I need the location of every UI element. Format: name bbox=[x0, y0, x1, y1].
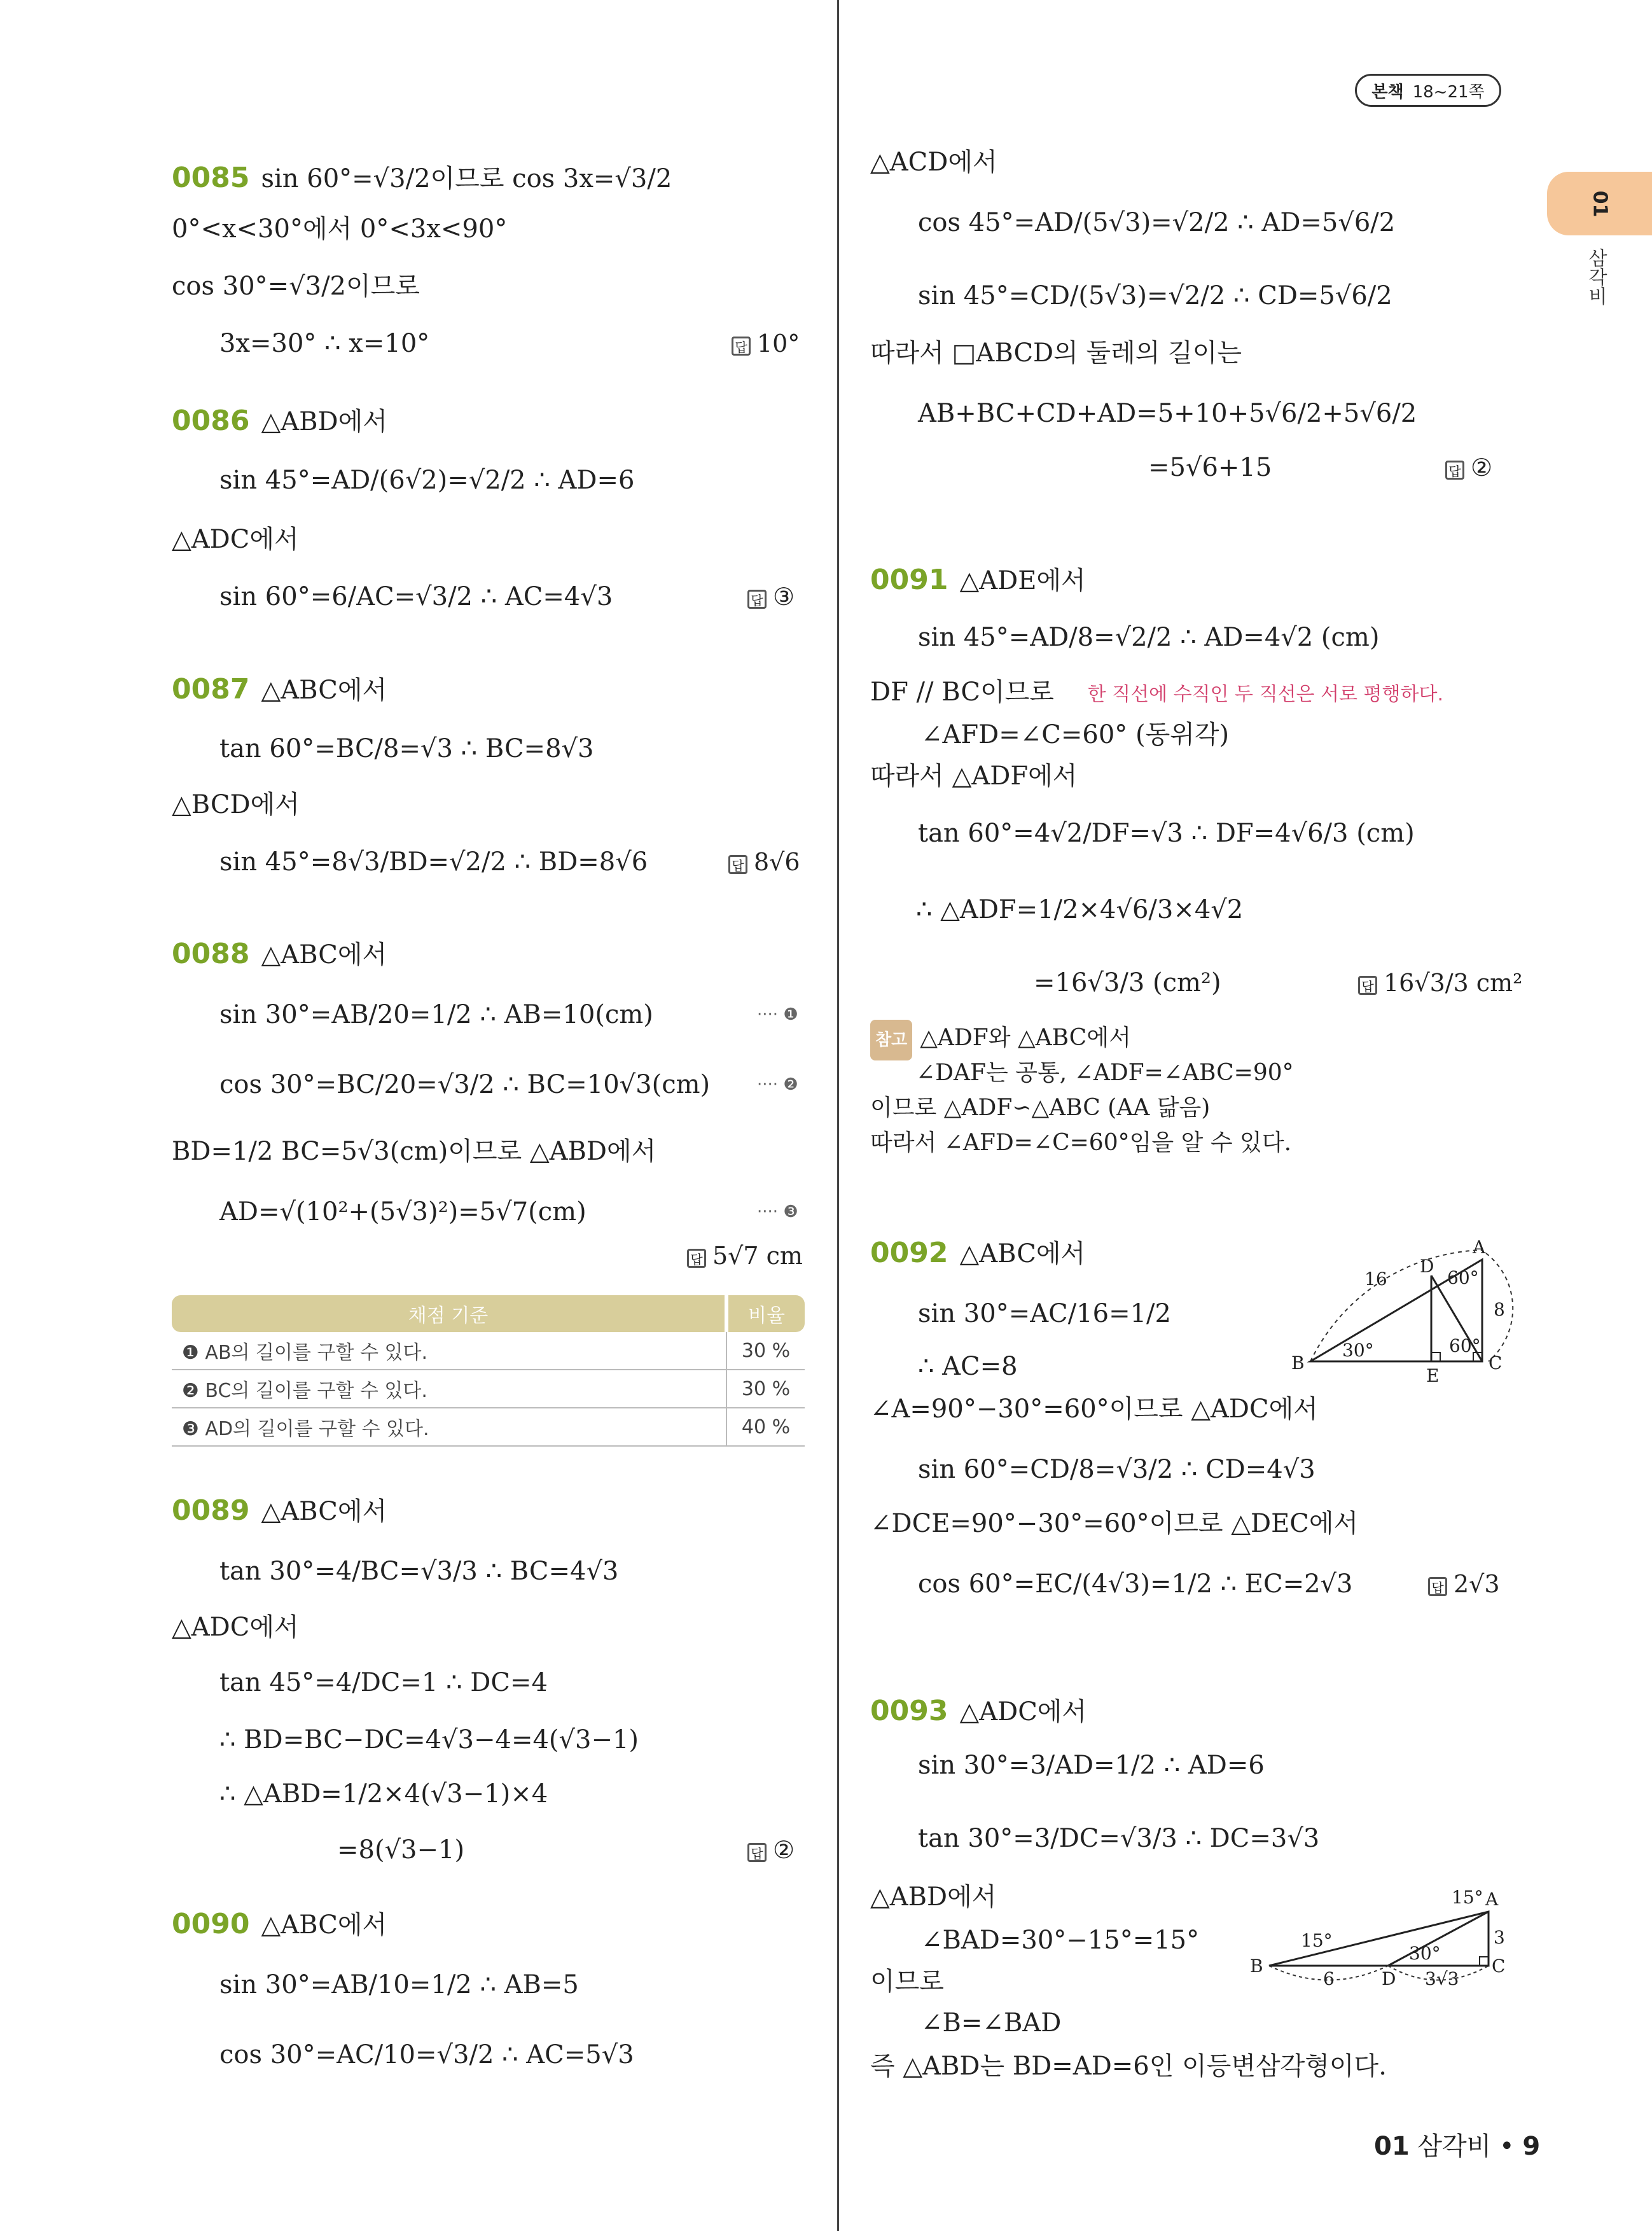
solution-line: ∠AFD=∠C=60° (동위각) bbox=[921, 720, 1230, 749]
answer-value: 5√7 cm bbox=[712, 1242, 803, 1270]
angle-label-30: 30° bbox=[1409, 1943, 1441, 1964]
chapter-tab bbox=[1547, 172, 1652, 235]
solution-line: ∠DCE=90°−30°=60°이므로 △DEC에서 bbox=[870, 1509, 1359, 1538]
chapter-title-side: 삼각비 bbox=[1585, 248, 1607, 305]
ratio-header: 비율 bbox=[726, 1295, 805, 1332]
solution-line: ∴ △ADF=1/2×4√6/3×4√2 bbox=[916, 895, 1244, 924]
answer-value: ② bbox=[773, 1836, 795, 1864]
solution-line: tan 60°=BC/8=√3 ∴ BC=8√3 bbox=[219, 734, 594, 763]
solution-line: △ADC에서 bbox=[172, 1613, 299, 1642]
solution-line: sin 45°=AD/8=√2/2 ∴ AD=4√2 (cm) bbox=[918, 623, 1380, 652]
solution-line: sin 45°=8√3/BD=√2/2 ∴ BD=8√6 bbox=[219, 847, 648, 877]
problem-number: 0087 bbox=[172, 673, 250, 705]
reference-line: △ADF와 △ABC에서 bbox=[920, 1025, 1131, 1051]
answer-value: ② bbox=[1471, 454, 1493, 482]
solution-line: tan 45°=4/DC=1 ∴ DC=4 bbox=[219, 1668, 548, 1697]
solution-line: sin 45°=CD/(5√3)=√2/2 ∴ CD=5√6/2 bbox=[918, 281, 1392, 310]
solution-line: AD=√(10²+(5√3)²)=5√7(cm) bbox=[219, 1197, 587, 1227]
scoring-criteria-table bbox=[172, 1295, 805, 1447]
solution-line: △BCD에서 bbox=[172, 790, 300, 819]
page-number: 9 bbox=[1522, 2132, 1541, 2161]
solution-line: tan 30°=4/BC=√3/3 ∴ BC=4√3 bbox=[219, 1557, 619, 1586]
answer-icon: 답 bbox=[747, 1843, 767, 1862]
solution-line: △ABC에서 bbox=[261, 940, 387, 970]
solution-line: △ADC에서 bbox=[172, 525, 299, 554]
solution-line: 0°<x<30°에서 0°<3x<90° bbox=[172, 214, 508, 244]
length-label-16: 16 bbox=[1364, 1268, 1387, 1289]
vertex-label-d: D bbox=[1420, 1256, 1434, 1277]
solution-line: AB+BC+CD+AD=5+10+5√6/2+5√6/2 bbox=[918, 399, 1417, 428]
footer-chapter: 01 bbox=[1374, 2132, 1410, 2161]
solution-line: ∠B=∠BAD bbox=[921, 2008, 1062, 2038]
vertex-label-b: B bbox=[1250, 1956, 1263, 1977]
reference-line: ∠DAF는 공통, ∠ADF=∠ABC=90° bbox=[916, 1060, 1294, 1086]
solution-line: sin 30°=AC/16=1/2 bbox=[918, 1299, 1171, 1328]
solution-line: ∠A=90°−30°=60°이므로 △ADC에서 bbox=[870, 1394, 1318, 1424]
solution-line: △ABD에서 bbox=[261, 407, 387, 436]
problem-number: 0093 bbox=[870, 1695, 948, 1727]
vertex-label-b: B bbox=[1291, 1352, 1305, 1373]
length-label-3root3: 3√3 bbox=[1425, 1968, 1459, 1989]
answer-icon: 답 bbox=[1358, 976, 1377, 995]
angle-label-15: 15° bbox=[1301, 1930, 1333, 1951]
solution-line: =16√3/3 (cm²) bbox=[1034, 968, 1221, 997]
column-divider bbox=[837, 0, 839, 2231]
chapter-number: 01 bbox=[1588, 190, 1611, 217]
angle-label-15: 15° bbox=[1452, 1887, 1483, 1908]
angle-label-60: 60° bbox=[1447, 1267, 1479, 1288]
answer bbox=[747, 1831, 795, 1869]
footer-bullet: • bbox=[1499, 2132, 1515, 2161]
answer bbox=[732, 324, 800, 363]
solution-line: cos 45°=AD/(5√3)=√2/2 ∴ AD=5√6/2 bbox=[918, 208, 1396, 237]
solution-line: 따라서 △ADF에서 bbox=[870, 761, 1078, 791]
criteria-header: 채점 기준 bbox=[172, 1295, 726, 1332]
table-row bbox=[172, 1370, 805, 1408]
criteria-cell: ❸ AD의 길이를 구할 수 있다. bbox=[172, 1408, 726, 1446]
solution-line: △ADE에서 bbox=[959, 566, 1086, 595]
answer-icon: 답 bbox=[1445, 461, 1464, 480]
solution-line: DF // BC이므로 bbox=[870, 678, 1054, 707]
reference-line: 이므로 △ADF∽△ABC (AA 닮음) bbox=[870, 1095, 1211, 1121]
solution-line: ∠BAD=30°−15°=15° bbox=[921, 1926, 1200, 1955]
answer-icon: 답 bbox=[728, 855, 747, 874]
criteria-cell: ❶ AB의 길이를 구할 수 있다. bbox=[172, 1332, 726, 1370]
solution-line: sin 30°=AB/20=1/2 ∴ AB=10(cm) bbox=[219, 1000, 653, 1029]
triangle-figure-0093 bbox=[1247, 1883, 1514, 1991]
table-row bbox=[172, 1332, 805, 1370]
solution-line: cos 30°=√3/2이므로 bbox=[172, 272, 420, 301]
answer-value: 16√3/3 cm² bbox=[1384, 969, 1523, 997]
vertex-label-e: E bbox=[1426, 1365, 1440, 1386]
vertex-label-c: C bbox=[1489, 1352, 1503, 1373]
answer-icon: 답 bbox=[747, 590, 767, 609]
angle-label-30: 30° bbox=[1342, 1340, 1374, 1361]
solution-line: △ADC에서 bbox=[959, 1697, 1087, 1727]
problem-number: 0088 bbox=[172, 938, 250, 970]
solution-line: BD=1/2 BC=5√3(cm)이므로 △ABD에서 bbox=[172, 1137, 656, 1166]
solution-line: 즉 △ABD는 BD=AD=6인 이등변삼각형이다. bbox=[870, 2052, 1387, 2081]
answer-icon: 답 bbox=[1428, 1577, 1447, 1596]
solution-line: tan 60°=4√2/DF=√3 ∴ DF=4√6/3 (cm) bbox=[918, 819, 1415, 848]
solution-line: sin 60°=CD/8=√3/2 ∴ CD=4√3 bbox=[918, 1455, 1315, 1484]
footer-title: 삼각비 bbox=[1417, 2132, 1492, 2161]
solution-line: △ABC에서 bbox=[261, 676, 387, 705]
solution-line: 이므로 bbox=[870, 1967, 944, 1996]
solution-line: sin 60°=6/AC=√3/2 ∴ AC=4√3 bbox=[219, 582, 613, 611]
step-marker: ···· ❶ bbox=[757, 1005, 798, 1024]
answer-value: ③ bbox=[773, 583, 795, 611]
vertex-label-a: A bbox=[1485, 1889, 1499, 1910]
solution-line: =8(√3−1) bbox=[337, 1835, 465, 1865]
answer-icon: 답 bbox=[687, 1249, 706, 1268]
problem-number: 0086 bbox=[172, 405, 250, 437]
solution-line: △ACD에서 bbox=[870, 148, 997, 177]
tag-label: 본책 bbox=[1371, 82, 1404, 102]
triangle-figure-0092 bbox=[1279, 1234, 1514, 1387]
problem-number: 0092 bbox=[870, 1237, 948, 1269]
page-reference-tag bbox=[1355, 74, 1501, 107]
problem-number: 0085 bbox=[172, 162, 250, 194]
solution-line: sin 60°=√3/2이므로 cos 3x=√3/2 bbox=[261, 164, 672, 193]
answer bbox=[1358, 964, 1522, 1002]
solution-line: cos 30°=BC/20=√3/2 ∴ BC=10√3(cm) bbox=[219, 1070, 711, 1099]
problem-number: 0091 bbox=[870, 564, 948, 596]
step-marker: ···· ❸ bbox=[757, 1202, 798, 1221]
right-angle-mark bbox=[1431, 1352, 1440, 1361]
problem-number: 0090 bbox=[172, 1908, 250, 1940]
reference-badge: 참고 bbox=[870, 1020, 912, 1060]
ratio-cell: 30 % bbox=[726, 1332, 805, 1370]
ratio-cell: 40 % bbox=[726, 1408, 805, 1446]
problem-number: 0089 bbox=[172, 1494, 250, 1527]
solution-line: tan 30°=3/DC=√3/3 ∴ DC=3√3 bbox=[918, 1824, 1320, 1853]
solution-line: sin 45°=AD/(6√2)=√2/2 ∴ AD=6 bbox=[219, 466, 635, 495]
vertex-label-c: C bbox=[1492, 1956, 1506, 1977]
solution-line: ∴ △ABD=1/2×4(√3−1)×4 bbox=[219, 1779, 548, 1809]
length-label-6: 6 bbox=[1323, 1968, 1335, 1989]
angle-label-60: 60° bbox=[1449, 1335, 1481, 1356]
answer bbox=[687, 1237, 803, 1275]
solution-line: sin 30°=AB/10=1/2 ∴ AB=5 bbox=[219, 1970, 579, 1999]
reference-line: 따라서 ∠AFD=∠C=60°임을 알 수 있다. bbox=[870, 1130, 1292, 1156]
solution-line: ∴ AC=8 bbox=[918, 1352, 1018, 1381]
solution-line: 3x=30° ∴ x=10° bbox=[219, 329, 430, 358]
right-angle-mark bbox=[1480, 1957, 1489, 1966]
length-label-3: 3 bbox=[1494, 1927, 1505, 1948]
answer bbox=[728, 843, 800, 881]
solution-line: △ABC에서 bbox=[261, 1497, 387, 1526]
solution-line: △ABC에서 bbox=[261, 1910, 387, 1940]
vertex-label-d: D bbox=[1382, 1968, 1396, 1989]
solution-line: △ABD에서 bbox=[870, 1882, 997, 1912]
length-label-8: 8 bbox=[1494, 1299, 1505, 1320]
table-row bbox=[172, 1408, 805, 1446]
answer-value: 8√6 bbox=[754, 848, 800, 876]
answer bbox=[747, 578, 795, 616]
page-footer bbox=[1374, 2126, 1540, 2162]
answer bbox=[1428, 1565, 1500, 1603]
answer-icon: 답 bbox=[732, 337, 751, 356]
answer-value: 10° bbox=[757, 330, 800, 358]
side-note: 한 직선에 수직인 두 직선은 서로 평행하다. bbox=[1087, 683, 1444, 705]
solution-line: =5√6+15 bbox=[1148, 453, 1272, 482]
solution-line: cos 60°=EC/(4√3)=1/2 ∴ EC=2√3 bbox=[918, 1569, 1353, 1599]
vertex-label-a: A bbox=[1473, 1237, 1486, 1258]
solution-line: cos 30°=AC/10=√3/2 ∴ AC=5√3 bbox=[219, 2040, 634, 2069]
answer bbox=[1445, 448, 1492, 487]
answer-value: 2√3 bbox=[1454, 1570, 1500, 1598]
tag-pages: 18~21쪽 bbox=[1412, 82, 1485, 102]
criteria-cell: ❷ BC의 길이를 구할 수 있다. bbox=[172, 1370, 726, 1408]
ratio-cell: 30 % bbox=[726, 1370, 805, 1408]
solution-line: sin 30°=3/AD=1/2 ∴ AD=6 bbox=[918, 1751, 1265, 1780]
step-marker: ···· ❷ bbox=[757, 1075, 798, 1094]
solution-line: 따라서 □ABCD의 둘레의 길이는 bbox=[870, 338, 1242, 368]
solution-line: △ABC에서 bbox=[959, 1239, 1086, 1268]
solution-line: ∴ BD=BC−DC=4√3−4=4(√3−1) bbox=[219, 1725, 639, 1755]
